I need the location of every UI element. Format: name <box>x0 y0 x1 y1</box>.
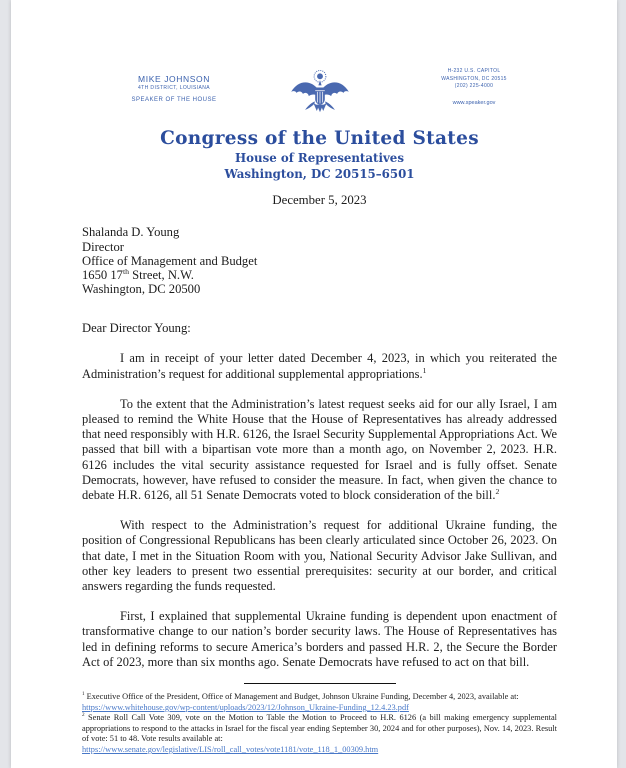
capitol-address-line1: H-232 U.S. CAPITOL <box>447 68 501 74</box>
chamber-title: House of Representatives <box>235 151 404 166</box>
recipient-org: Office of Management and Budget <box>82 253 258 268</box>
footnote-link-2[interactable]: https://www.senate.gov/legislative/LIS/roll_call_votes/vote1181/vote_118_1_00309.htm <box>82 745 379 755</box>
recipient-street <box>82 268 557 282</box>
congress-address: Washington, DC 20515–6501 <box>224 167 415 182</box>
paragraph-text: With respect to the Administration’s request for additional Ukraine funding, the position of Congressional Republicans has been clearly articulated since October 26, 2023. On that date, I met in the Situation Room with you, National Security Advisor Jake Sullivan, and other key leaders to present two essential prerequisites: security at our border, and critical answers regarding the funds requested. <box>82 518 557 594</box>
footnote-ref-2: 2 <box>495 486 500 496</box>
footnote-separator <box>244 683 396 684</box>
salutation: Dear Director Young: <box>82 321 191 336</box>
footnote-ref-1: 1 <box>422 365 427 375</box>
letter-body <box>82 351 557 670</box>
body-paragraph-1 <box>82 351 557 381</box>
footnote-marker-2: 2 <box>82 712 85 719</box>
great-seal-eagle-icon <box>288 68 352 122</box>
congress-title: Congress of the United States <box>160 128 479 149</box>
sender-name: MIKE JOHNSON <box>138 74 210 84</box>
sender-block <box>94 74 254 103</box>
letter-date: December 5, 2023 <box>272 193 367 208</box>
speaker-website-link[interactable]: www.speaker.gov <box>452 99 496 106</box>
paragraph-text: First, I explained that supplemental Ukraine funding is dependent upon enactment of transformative change to our nation’s border security laws. The House of Representatives has led in defining reforms to secure America’s borders and passed H.R. 2, the Secure the Border Act of 2023, more than six months ago. Senate Democrats have refused to act on that bill. <box>82 609 557 669</box>
recipient-city: Washington, DC 20500 <box>82 282 201 297</box>
footnote-1 <box>82 692 557 713</box>
footnote-2 <box>82 713 557 755</box>
footnote-text-1: Executive Office of the President, Office of Management and Budget, Johnson Ukraine Funding, December 4, 2023, available at: <box>84 692 519 702</box>
sender-district: 4TH DISTRICT, LOUISIANA <box>138 85 210 91</box>
street-name: Street, N.W. <box>129 268 194 283</box>
letterhead <box>82 68 557 181</box>
body-paragraph-4 <box>82 609 557 670</box>
footnote-marker-1: 1 <box>82 691 85 698</box>
footnote-link-1[interactable]: https://www.whitehouse.gov/wp-content/uploads/2023/12/Johnson_Ukraine-Funding_12.4.23.pdf <box>82 702 409 712</box>
paragraph-text: To the extent that the Administration’s latest request seeks aid for our ally Israel, I am pleased to remind the White House that the House of Representatives has already addressed that need responsibly with H.R. 6126, the Israel Security Supplemental Appropriations Act. We passed that bill with a bipartisan vote more than a month ago, on November 2, 2023. H.R. 6126 includes the vital security assistance requested for Israel and is fully offset. Senate Democrats, however, have refused to consider the measure. In fact, when given the chance to debate H.R. 6126, all 51 Senate Democrats voted to block consideration of the bill. <box>82 396 557 503</box>
footnote-text-2: Senate Roll Call Vote 309, vote on the Motion to Table the Motion to Proceed to H.R. 6126 (a bill making emergency supplemental appropriations to respond to the attacks in Israel for the fiscal year ending September 30, 2024 and for other purposes), Nov. 14, 2023. Result of vote: 51 to 48. Vote results available at: <box>82 713 557 744</box>
letter-content <box>11 0 617 768</box>
body-paragraph-2 <box>82 397 557 503</box>
footnotes <box>82 692 557 756</box>
capitol-address-line2: WASHINGTON, DC 20515 <box>441 75 507 82</box>
recipient-name: Shalanda D. Young <box>82 225 180 240</box>
sender-title: SPEAKER OF THE HOUSE <box>131 97 217 103</box>
recipient-title: Director <box>82 239 124 254</box>
street-number: 1650 17 <box>82 268 123 283</box>
letter-page <box>11 0 617 768</box>
capitol-phone: (202) 225-4000 <box>454 83 494 89</box>
paragraph-text: I am in receipt of your letter dated December 4, 2023, in which you reiterated the Administration’s request for additional supplemental appropriations. <box>82 351 557 381</box>
body-paragraph-3 <box>82 518 557 594</box>
capitol-address-block <box>409 68 539 109</box>
street-ordinal-suffix: th <box>122 266 130 276</box>
recipient-block <box>82 225 557 296</box>
